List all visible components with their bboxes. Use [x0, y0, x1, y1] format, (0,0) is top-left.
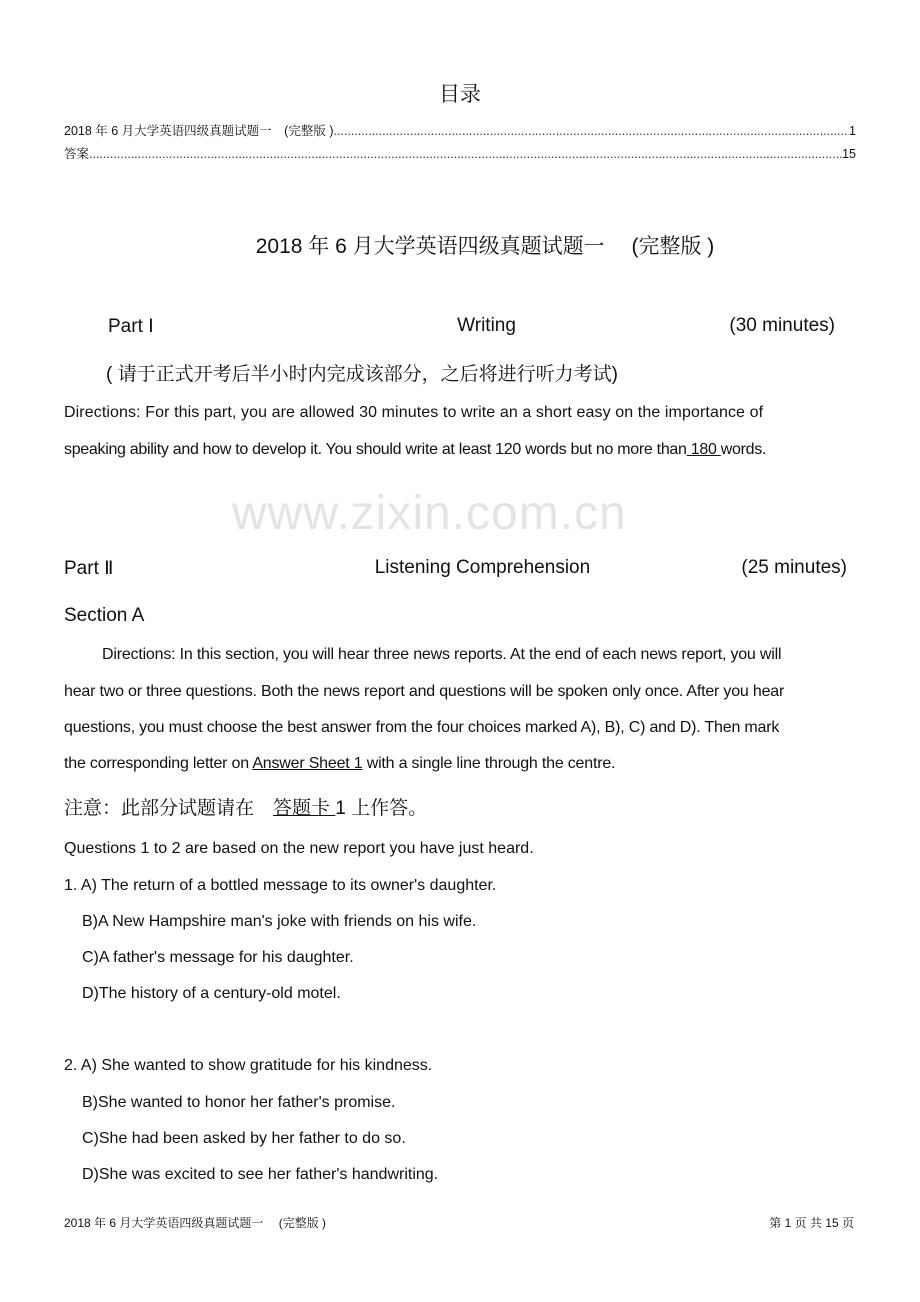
- toc-entry-label: 2018 年 6 月大学英语四级真题试题一 (完整版 ): [64, 124, 334, 138]
- question-option: 1. A) The return of a bottled message to its owner's daughter.: [64, 877, 497, 894]
- toc-leader: [333, 124, 849, 138]
- toc-title: 目录: [439, 83, 481, 106]
- part2-directions-line: the corresponding letter on Answer Sheet 1 with a single line through the centre.: [64, 755, 616, 772]
- question-option: C)She had been asked by her father to do so.: [82, 1130, 406, 1147]
- part1-label: Part Ⅰ: [108, 316, 154, 337]
- notice: 注意：此部分试题请在 答题卡 1 上作答。: [64, 798, 428, 819]
- question-option: C)A father's message for his daughter.: [82, 949, 354, 966]
- question-option: B)A New Hampshire man's joke with friends on his wife.: [82, 913, 477, 930]
- part2-heading: [64, 557, 847, 580]
- part2-directions-line: questions, you must choose the best answer from the four choices marked A), B), C) and D). Then mark: [64, 719, 780, 736]
- part2-directions-line: hear two or three questions. Both the news report and questions will be spoken only once. After you hear: [64, 683, 785, 700]
- doc-title: 2018 年 6 月大学英语四级真题试题一 (完整版 ): [255, 235, 715, 258]
- part1-name: Writing: [457, 315, 516, 336]
- part2-label: Part Ⅱ: [64, 558, 114, 579]
- toc-entry-page: 15: [842, 147, 856, 161]
- watermark: www.zixin.com.cn: [232, 487, 627, 540]
- part1-time: (30 minutes): [729, 315, 835, 336]
- part1-directions-line: speaking ability and how to develop it. You should write at least 120 words but no more than 180 words.: [64, 441, 767, 458]
- footer-title: 2018 年 6 月大学英语四级真题试题一 (完整版 ): [64, 1216, 327, 1230]
- part2-directions-line: Directions: In this section, you will hear three news reports. At the end of each news report, you will: [102, 646, 782, 663]
- part1-heading: [108, 315, 835, 338]
- question-option: 2. A) She wanted to show gratitude for his kindness.: [64, 1057, 433, 1074]
- answer-sheet-link: Answer Sheet 1: [252, 755, 363, 772]
- footer-page-number: 第 1 页 共 15 页: [769, 1216, 854, 1230]
- question-option: D)The history of a century-old motel.: [82, 985, 341, 1002]
- questions-intro: Questions 1 to 2 are based on the new report you have just heard.: [64, 840, 534, 857]
- question-option: B)She wanted to honor her father's promise.: [82, 1094, 396, 1111]
- part2-name: Listening Comprehension: [374, 557, 591, 578]
- toc-entry[interactable]: [64, 144, 856, 162]
- question-option: D)She was excited to see her father's handwriting.: [82, 1166, 439, 1183]
- section-a-heading: Section A: [64, 605, 145, 626]
- toc-entry-page: 1: [849, 124, 856, 138]
- part2-time: (25 minutes): [741, 557, 847, 578]
- toc-entry-label: 答案: [64, 147, 90, 161]
- toc-entry[interactable]: [64, 121, 856, 139]
- part1-note: ( 请于正式开考后半小时内完成该部分，之后将进行听力考试): [106, 364, 618, 385]
- part1-directions-line: Directions: For this part, you are allowed 30 minutes to write an a short easy on the importance of: [64, 404, 764, 421]
- toc-leader: [89, 147, 842, 161]
